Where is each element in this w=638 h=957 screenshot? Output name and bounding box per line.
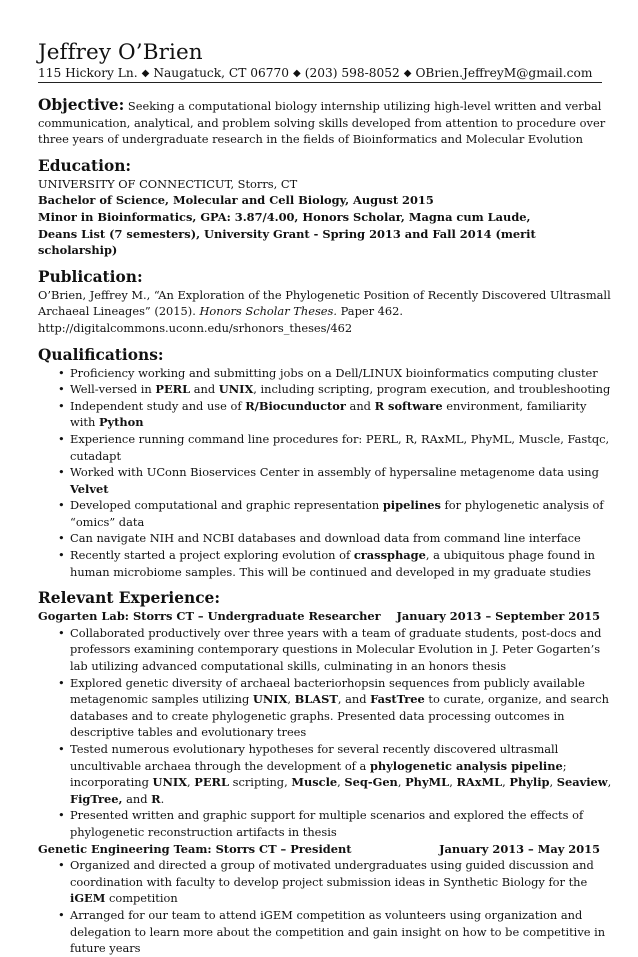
objective-heading: Objective: — [38, 96, 125, 114]
text: Recently started a project exploring evolution of — [70, 548, 354, 563]
diamond-icon: ◆ — [403, 68, 412, 79]
text: , — [337, 775, 345, 790]
text: Well-versed in — [70, 382, 156, 397]
experience-section — [38, 589, 612, 956]
text: Arranged for our team to attend iGEM competition as volunteers using organization and delegation to learn more about the competition and gain insight on how to be competitive in future years — [70, 907, 606, 956]
role-dates: January 2013 – September 2015 — [396, 609, 600, 624]
role-duties-list — [38, 625, 612, 841]
diamond-icon: ◆ — [292, 68, 301, 79]
candidate-name: Jeffrey O’Brien — [38, 40, 203, 65]
bullet-item — [38, 381, 612, 398]
text: and — [190, 382, 219, 397]
bold-text: PERL — [155, 382, 191, 397]
qualifications-section — [38, 346, 612, 581]
role-duties-list — [38, 857, 612, 957]
publication-heading: Publication: — [38, 267, 143, 286]
diamond-icon: ◆ — [141, 68, 150, 79]
bold-text: Seaview — [556, 775, 608, 790]
text: ; incorporating — [70, 758, 567, 790]
bullet-item — [38, 365, 612, 382]
education-school: UNIVERSITY OF CONNECTICUT, Storrs, CT — [38, 176, 298, 191]
text: competition — [105, 891, 178, 906]
text: , — [287, 692, 295, 707]
bold-text: R software — [374, 398, 443, 413]
text: Developed computational and graphic representation — [70, 498, 383, 513]
bold-text: Seq-Gen — [344, 775, 398, 790]
bullet-item — [38, 807, 612, 840]
text: Worked with UConn Bioservices Center in assembly of hypersaline metagenome data using — [70, 465, 599, 480]
text: Presented written and graphic support for multiple scenarios and explored the effects of phylogenetic reconstruction artifacts in thesis — [70, 808, 584, 839]
text: , — [449, 775, 457, 790]
bold-text: pipelines — [382, 498, 441, 513]
role-header — [38, 608, 600, 625]
text: , a ubiquitous phage found in human microbiome samples. This will be continued and developed in my graduate studies — [70, 548, 595, 579]
role-title: Genetic Engineering Team: Storrs CT – President — [38, 841, 352, 856]
bold-text: iGEM — [70, 891, 106, 906]
qualifications-list — [38, 365, 612, 581]
text: Organized and directed a group of motivated undergraduates using guided discussion and coordination with faculty to develop project submission ideas in Synthetic Biology for the — [70, 858, 594, 889]
bullet-item — [38, 464, 612, 497]
education-section — [38, 157, 612, 259]
text: environment, familiarity with — [70, 398, 587, 430]
publication-citation — [38, 287, 612, 337]
text: . — [160, 791, 165, 806]
bullet-item — [38, 857, 612, 907]
objective-section — [38, 97, 612, 148]
bold-text: crassphage — [353, 548, 426, 563]
qualifications-heading: Qualifications: — [38, 345, 164, 364]
bullet-item — [38, 497, 612, 530]
text: , — [502, 775, 510, 790]
bold-text: Phylip — [509, 775, 550, 790]
bullet-item — [38, 675, 612, 741]
contact-email: OBrien.JeffreyM@gmail.com — [415, 66, 593, 80]
bold-text: UNIX — [152, 775, 188, 790]
role-dates: January 2013 – May 2015 — [439, 841, 600, 856]
text: , including scripting, program execution, and troubleshooting — [253, 382, 611, 397]
citation-journal: Honors Scholar Theses. — [199, 304, 337, 319]
education-minor: Minor in Bioinformatics, GPA: 3.87/4.00, Honors Scholar, Magna cum Laude, — [38, 209, 531, 224]
bold-text: BLAST — [294, 692, 338, 707]
bold-text: phylogenetic analysis pipeline — [369, 758, 563, 773]
publication-section — [38, 268, 612, 337]
bold-text: PERL — [194, 775, 230, 790]
bullet-item — [38, 741, 612, 807]
education-honors: Deans List (7 semesters), University Grant - Spring 2013 and Fall 2014 (merit scholarship) — [38, 226, 536, 258]
text: , — [607, 775, 612, 790]
text: Collaborated productively over three years with a team of graduate students, post-docs and professors examining contemporary questions in Molecular Evolution in J. Peter Gogarten’s lab utilizing advanced computational skills, culminating in an honors thesis — [70, 625, 602, 674]
bold-text: FigTree, — [70, 791, 123, 806]
text: scripting, — [229, 775, 292, 790]
education-degree: Bachelor of Science, Molecular and Cell Biology, August 2015 — [38, 193, 434, 208]
education-heading: Education: — [38, 156, 132, 175]
text: Explored genetic diversity of archaeal bacteriorhopsin sequences from publicly available metagenomic samples utilizing — [70, 675, 585, 707]
bullet-item — [38, 625, 612, 675]
bold-text: PhyML — [405, 775, 450, 790]
objective-text: Seeking a computational biology internship utilizing high-level written and verbal communication, analytical, and problem solving skills developed from attention to procedure over three years of undergraduate research in the fields of Bioinformatics and Molecular Evolution — [38, 99, 606, 147]
text: Tested numerous evolutionary hypotheses for several recently discovered ultrasmall uncultivable archaea through the development of a — [70, 742, 559, 773]
text: , — [549, 775, 557, 790]
contact-street: 115 Hickory Ln. — [38, 66, 138, 80]
citation-authors-title: O’Brien, Jeffrey M., “An Exploration of the Phylogenetic Position of Recently Discovered Ultrasmall Archaeal Lineages” (2015). — [38, 287, 611, 319]
text: Experience running command line procedures for: PERL, R, RAxML, PhyML, Muscle, Fastqc, cutadapt — [70, 431, 610, 463]
text: Independent study and use of — [70, 398, 246, 413]
text: , — [187, 775, 195, 790]
bold-text: RAxML — [456, 775, 503, 790]
text: , and — [337, 692, 371, 707]
bullet-item — [38, 530, 612, 547]
text: and — [345, 398, 375, 413]
bullet-item — [38, 547, 612, 580]
bold-text: FastTree — [370, 692, 425, 707]
contact-phone: (203) 598-8052 — [304, 66, 400, 80]
bold-text: Python — [98, 415, 144, 430]
bold-text: R/Biocunductor — [245, 398, 346, 413]
bold-text: Velvet — [70, 481, 109, 496]
experience-heading: Relevant Experience: — [38, 589, 221, 608]
contact-line — [38, 66, 602, 83]
text: , — [397, 775, 406, 790]
role-header — [38, 841, 600, 858]
bold-text: R — [151, 791, 161, 806]
text: Can navigate NIH and NCBI databases and download data from command line interface — [70, 531, 581, 546]
text: and — [122, 791, 152, 806]
text: Proficiency working and submitting jobs on a Dell/LINUX bioinformatics computing cluster — [70, 365, 598, 380]
contact-city: Naugatuck, CT 06770 — [153, 66, 289, 80]
bullet-item — [38, 907, 612, 957]
citation-link: Paper 462. http://digitalcommons.uconn.edu/srhonors_theses/462 — [38, 304, 404, 335]
bold-text: UNIX — [252, 692, 288, 707]
bullet-item — [38, 431, 612, 464]
bold-text: UNIX — [218, 382, 254, 397]
bold-text: Muscle — [291, 775, 338, 790]
bullet-item — [38, 398, 612, 431]
text: for phylogenetic analysis of “omics” data — [70, 498, 604, 529]
text: to curate, organize, and search databases and to create phylogenetic graphs. Presented data processing outcomes in descriptive tables and evolutionary trees — [70, 692, 609, 740]
role-title: Gogarten Lab: Storrs CT – Undergraduate Researcher — [38, 609, 381, 624]
